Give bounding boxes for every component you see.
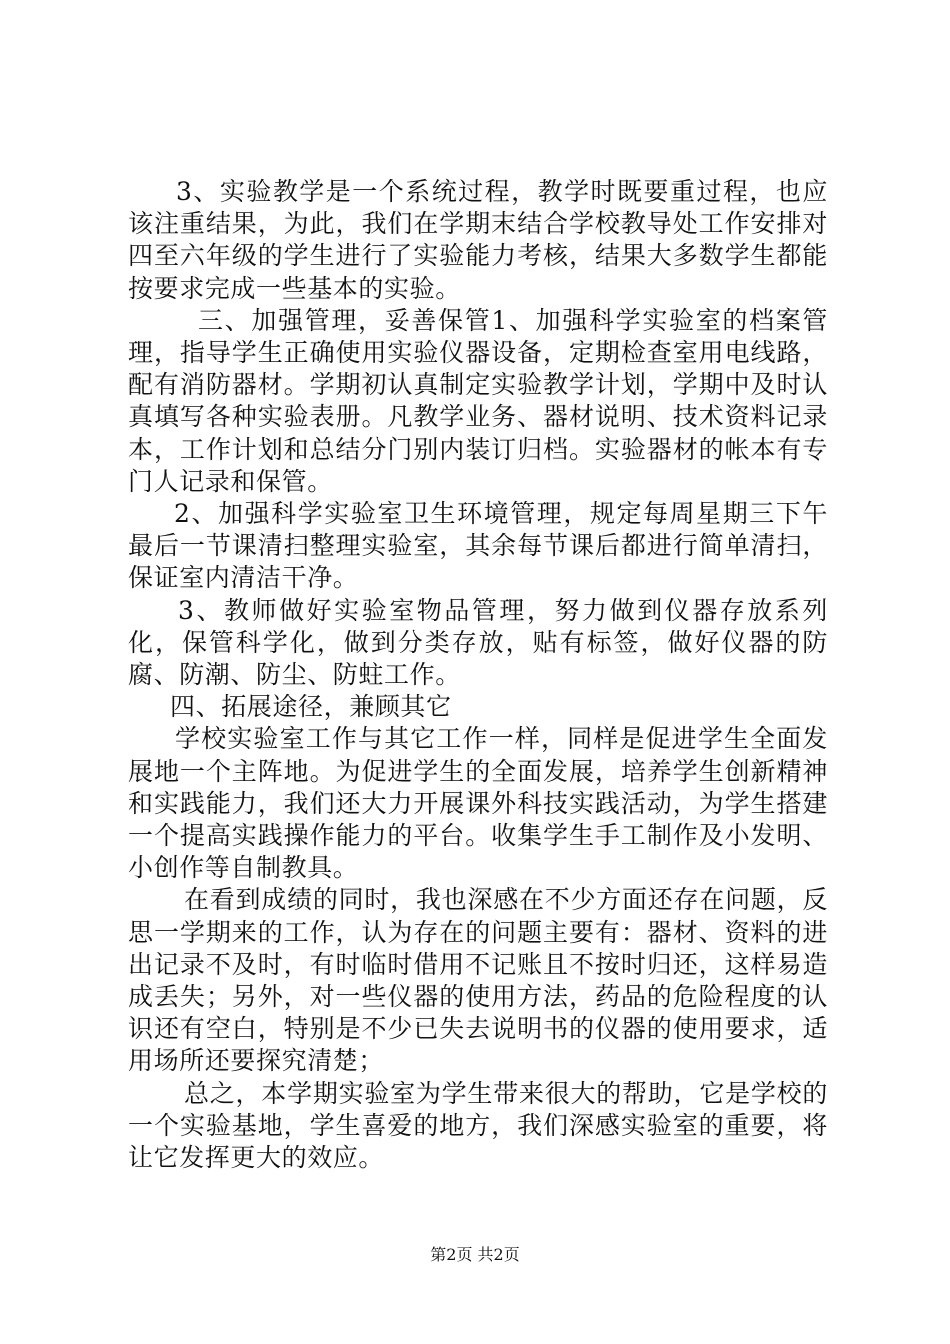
paragraph-hygiene-management: 2、加强科学实验室卫生环境管理，规定每周星期三下午最后一节课清扫整理实验室，其余每节课后都进行简单清扫，保证室内清洁干净。 <box>128 499 828 593</box>
paragraph-problems: 在看到成绩的同时，我也深感在不少方面还存在问题，反思一学期来的工作，认为存在的问题主要有：器材、资料的进出记录不及时，有时临时借用不记账且不按时归还，这样易造成丢失；另外，对一些仪器的使用方法，药品的危险程度的认识还有空白，特别是不少已失去说明书的仪器的使用要求，适用场所还要探究清楚； <box>128 885 828 1076</box>
document-body <box>128 176 828 1174</box>
paragraph-lab-work: 学校实验室工作与其它工作一样，同样是促进学生全面发展地一个主阵地。为促进学生的全面发展，培养学生创新精神和实践能力，我们还大力开展课外科技实践活动，为学生搭建一个提高实践操作能力的平台。收集学生手工制作及小发明、小创作等自制教具。 <box>128 724 828 883</box>
paragraph-experiment-teaching: 3、实验教学是一个系统过程，教学时既要重过程，也应该注重结果，为此，我们在学期末结合学校教导处工作安排对四至六年级的学生进行了实验能力考核，结果大多数学生都能按要求完成一些基本的实验。 <box>128 177 828 303</box>
paragraph-management-archives: 三、加强管理，妥善保管1、加强科学实验室的档案管理，指导学生正确使用实验仪器设备，定期检查室用电线路，配有消防器材。学期初认真制定实验教学计划，学期中及时认真填写各种实验表册。凡教学业务、器材说明、技术资料记录本，工作计划和总结分门别内装订归档。实验器材的帐本有专门人记录和保管。 <box>128 305 828 496</box>
page-number-footer: 第2页 共2页 <box>430 1245 520 1264</box>
section-heading-expand: 四、拓展途径，兼顾其它 <box>170 692 452 722</box>
paragraph-item-management: 3、教师做好实验室物品管理，努力做到仪器存放系列化，保管科学化，做到分类存放，贴有标签，做好仪器的防腐、防潮、防尘、防蛀工作。 <box>128 595 828 690</box>
paragraph-conclusion: 总之，本学期实验室为学生带来很大的帮助，它是学校的一个实验基地，学生喜爱的地方，我们深感实验室的重要，将让它发挥更大的效应。 <box>128 1078 828 1173</box>
